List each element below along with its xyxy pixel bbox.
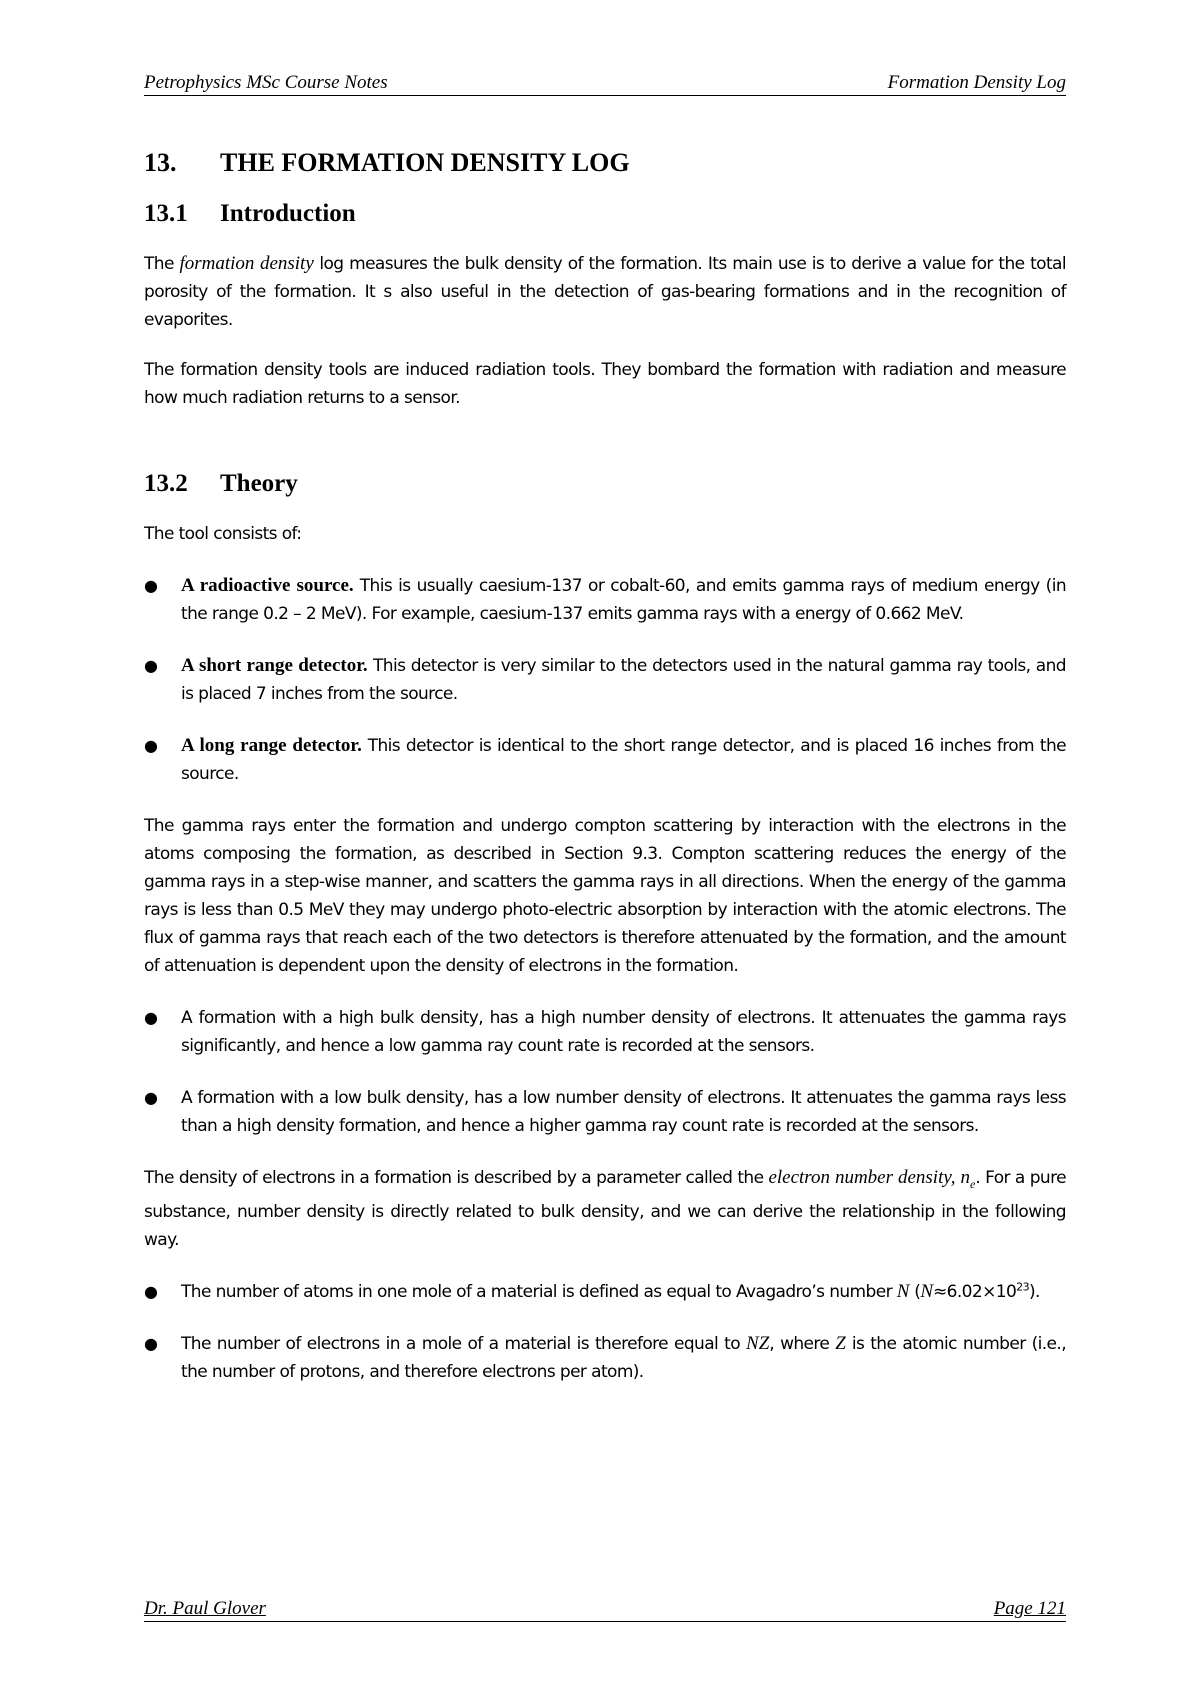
avogadro-value: ≈6.02×10 (933, 1281, 1017, 1302)
running-footer (144, 1598, 1066, 1622)
chapter-heading (144, 148, 1066, 178)
text-run: The number of electrons in a mole of a material is therefore equal to (181, 1333, 747, 1354)
symbol-N: N (896, 1280, 910, 1302)
header-chapter-title: Formation Density Log (887, 72, 1066, 93)
list-item (144, 1004, 1066, 1060)
chapter-number: 13. (144, 148, 177, 177)
section-title: Theory (220, 470, 298, 497)
item-text: A formation with a high bulk density, has a high number density of electrons. It attenuates the gamma rays significantly, and hence a low gamma ray count rate is recorded at the sensors. (181, 1008, 1066, 1056)
item-title: A long range detector. (181, 735, 362, 756)
bullet-icon: ● (144, 576, 158, 595)
text-run: The number of atoms in one mole of a material is defined as equal to Avagadro’s number (181, 1281, 897, 1302)
text-run: is the atomic number (i.e., the number of protons, and therefore electrons per atom). (181, 1333, 1067, 1382)
list-item (144, 1330, 1066, 1386)
intro-paragraph-2: The formation density tools are induced radiation tools. They bombard the formation with radiation and measure how much radiation returns to a sensor. (144, 360, 1066, 408)
electron-density-paragraph (144, 1164, 1066, 1254)
subscript-e: e (970, 1176, 976, 1191)
item-text: This detector is very similar to the detectors used in the natural gamma ray tools, and is placed 7 inches from the source. (181, 656, 1066, 704)
intro-paragraph-1 (144, 250, 1066, 334)
item-text: This is usually caesium-137 or cobalt-60, and emits gamma rays of medium energy (in the range 0.2 – 2 MeV). For example, caesium-137 emits gamma rays with a energy of 0.662 MeV. (181, 576, 1067, 624)
item-title: A short range detector. (181, 655, 368, 676)
item-text: This detector is identical to the short range detector, and is placed 16 inches from the source. (181, 736, 1066, 784)
list-item (144, 572, 1066, 628)
section-heading-theory (144, 470, 1066, 498)
bullet-icon: ● (144, 1008, 158, 1027)
header-course-title: Petrophysics MSc Course Notes (144, 72, 388, 93)
theory-lead: The tool consists of: (144, 524, 302, 544)
text-run: ( (914, 1281, 921, 1302)
text-run: ). (1028, 1281, 1040, 1302)
text-run: . For a pure substance, number density is directly related to bulk density, and we can derive the relationship in the following way. (144, 1168, 1066, 1250)
footer-author: Dr. Paul Glover (144, 1598, 266, 1619)
list-item (144, 652, 1066, 708)
list-item (144, 732, 1066, 788)
item-text: A formation with a low bulk density, has a low number density of electrons. It attenuates the gamma rays less than a high density formation, and hence a higher gamma ray count rate is recorded at the sensors. (181, 1088, 1066, 1136)
section-heading-introduction (144, 200, 1066, 228)
text-run: , where (769, 1333, 836, 1354)
list-item (144, 1278, 1066, 1306)
emphasis-term: electron number density, (768, 1167, 956, 1188)
symbol-N: N (920, 1280, 933, 1302)
symbol-Z: Z (835, 1332, 846, 1354)
emphasis-term: formation density (179, 253, 314, 274)
list-item (144, 1084, 1066, 1140)
page-content (144, 140, 1066, 1410)
text-run: The (144, 254, 180, 274)
running-header (144, 72, 1066, 96)
section-number: 13.2 (144, 470, 188, 497)
symbol-n: n (960, 1167, 970, 1188)
bullet-icon: ● (144, 1281, 158, 1301)
chapter-title: THE FORMATION DENSITY LOG (220, 148, 630, 177)
bullet-icon: ● (144, 1088, 158, 1107)
text-run: log measures the bulk density of the formation. Its main use is to derive a value for the total porosity of the formation. It s also useful in the detection of gas-bearing formations and in the recognition of evaporites. (144, 254, 1066, 330)
section-title: Introduction (220, 200, 356, 227)
bullet-icon: ● (144, 1333, 158, 1353)
bullet-icon: ● (144, 656, 158, 675)
bullet-icon: ● (144, 736, 158, 755)
footer-page-number: Page 121 (993, 1598, 1066, 1619)
compton-paragraph: The gamma rays enter the formation and undergo compton scattering by interaction with the electrons in the atoms composing the formation, as described in Section 9.3. Compton scattering reduces the energy of the gamma rays in a step-wise manner, and scatters the gamma rays in all directions. When the energy of the gamma rays is less than 0.5 MeV they may undergo photo-electric absorption by interaction with the atomic electrons. The flux of gamma rays that reach each of the two detectors is therefore attenuated by the formation, and the amount of attenuation is dependent upon the density of electrons in the formation. (144, 816, 1066, 976)
section-number: 13.1 (144, 200, 188, 227)
text-run: The density of electrons in a formation is described by a parameter called the (144, 1168, 769, 1188)
tool-parts-list (144, 572, 1066, 788)
exponent: 23 (1016, 1280, 1029, 1294)
density-list (144, 1004, 1066, 1140)
derivation-list (144, 1278, 1066, 1386)
symbol-NZ: NZ (746, 1332, 770, 1354)
item-title: A radioactive source. (181, 575, 354, 596)
ne-symbol (960, 1167, 976, 1191)
